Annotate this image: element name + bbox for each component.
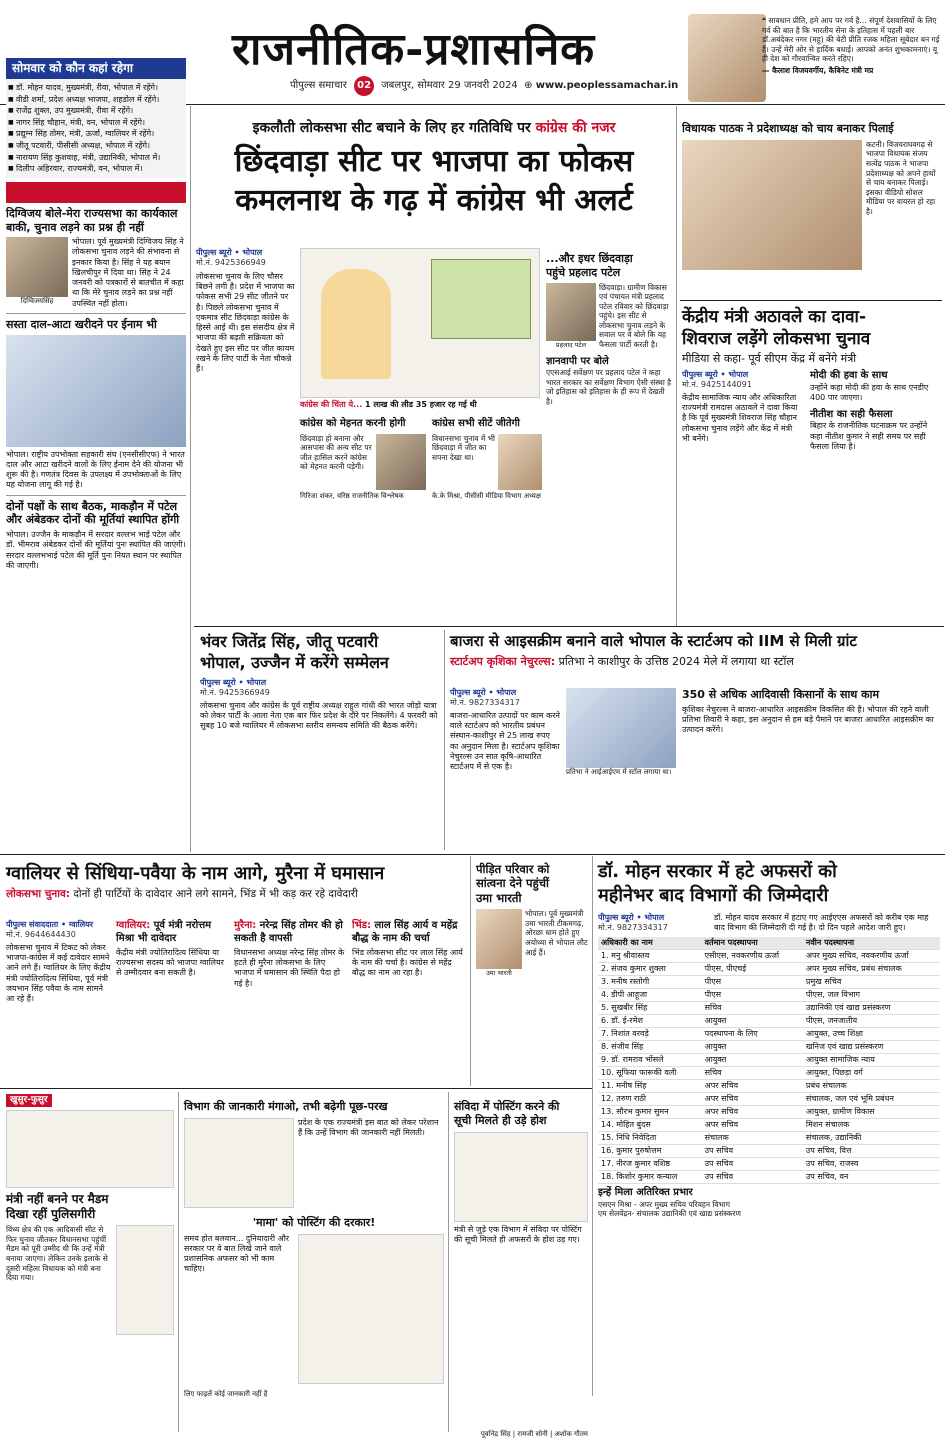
table-cell: संचालक (702, 1132, 803, 1145)
page-number: 02 (354, 76, 374, 96)
vibhag-cartoon (184, 1118, 294, 1208)
gwalior-c1-head: ग्वालियर: पूर्व मंत्री नरोत्तम मिश्रा भी दावेदार (116, 920, 212, 944)
mobile-number: मो.नं. 9644644430 (6, 930, 76, 939)
athawale-box1-body: उन्होंने कहा मोदी की हवा के साथ एनडीए 400 पार जाएगा। (810, 382, 929, 402)
extra-1: एसएन मिश्रा - अपर मुख्य सचिव परिवहन विभाग (598, 1199, 730, 1209)
mobile-number: मो.नं. 9827334317 (598, 922, 668, 932)
table-cell: 16. कुमार पुरुषोत्तम (598, 1145, 702, 1158)
table-cell: 3. मनीष रस्तोगी (598, 976, 702, 989)
map-caption: कांग्रेस की चिंता ये... 1 लाख की लीड 35 हजार रह गई थी (300, 400, 477, 409)
table-cell: 11. मनीष सिंह (598, 1080, 702, 1093)
table-cell: खनिज एवं खाद्य प्रसंस्करण (803, 1041, 940, 1054)
box2-body: विधानसभा चुनाव में भी छिंदवाड़ा में जीत का सपना देखा था। (432, 433, 496, 462)
table-cell: 6. डॉ. ई-रमेश (598, 1015, 702, 1028)
table-row (598, 1080, 940, 1093)
globe-icon: ⊕ (524, 80, 533, 91)
byline: पीपुल्स संवाददाता • ग्वालियर (6, 920, 94, 929)
table-cell: उप सचिव (702, 1158, 803, 1171)
side-headline-1: ...और इधर छिंदवाड़ा (546, 252, 633, 265)
table-row (598, 1158, 940, 1171)
table-row (598, 1041, 940, 1054)
table-row (598, 1015, 940, 1028)
kk-mishra-photo (498, 434, 542, 490)
startup-box-head: 350 से अधिक आदिवासी किसानों के साथ काम (682, 688, 880, 701)
quote-icon: ❝ (762, 16, 767, 25)
table-row (598, 1093, 940, 1106)
table-row (598, 1132, 940, 1145)
table-cell: पीएस, पीएचई (702, 963, 803, 976)
table-cell: आयुक्त, उच्च शिक्षा (803, 1028, 940, 1041)
table-row (598, 1054, 940, 1067)
uma-body: भोपाल। पूर्व मुख्यमंत्री उमा भारती टीकमगढ़, ओरछा धाम होते हुए अयोध्या से भोपाल लौट आई हैं। (525, 909, 588, 957)
box1-caption: गिरिजा शंकर, वरिष्ठ राजनीतिक विश्लेषक (300, 491, 404, 500)
chhindwara-headline-2: कमलनाथ के गढ़ में कांग्रेस भी अलर्ट (235, 182, 633, 218)
table-cell: अपर सचिव (702, 1093, 803, 1106)
table-cell: प्रबंध संचालक (803, 1080, 940, 1093)
statues-headline: दोनों पक्षों के साथ बैठक, माकड़ौन में पटेल और अंबेडकर दोनों की मूर्तियां स्थापित होंगी (6, 499, 180, 527)
photo-caption: प्रहलाद पटेल (555, 340, 587, 349)
table-cell: अपर सचिव (702, 1106, 803, 1119)
startup-box-body: कृशिका नेचुरल्स ने बाजरा-आधारित आइसक्रीम विकसित की है। भोपाल की रहने वाली प्रतिभा तिवारी ने कहा, इस अनुदान से हम बड़े पैमाने पर बाजरा आधारित आइसक्रीम का उत्पादन करेंगे। (682, 704, 934, 735)
table-cell: 13. सौरभ कुमार सुमन (598, 1106, 702, 1119)
column-header: वर्तमान पदस्थापना (702, 937, 803, 950)
athawale-headline-2: शिवराज लड़ेंगे लोकसभा चुनाव (682, 329, 871, 350)
samvida-headline-2: सूची मिलते ही उड़े होश (454, 1113, 547, 1127)
cartoon-caption: लिए फाइलें कोई जानकारी नहीं है (184, 1390, 268, 1398)
table-row (598, 1171, 940, 1184)
vibhag-headline: विभाग की जानकारी मंगाओ, तभी बढ़ेगी पूछ-परख (184, 1100, 388, 1113)
khabar-headline-1: मंत्री नहीं बनने पर मैडम (6, 1192, 109, 1207)
date: जबलपुर, सोमवार 29 जनवरी 2024 (381, 80, 518, 91)
chhindwara-kicker: इकलौती लोकसभा सीट बचाने के लिए हर गतिविधि पर कांग्रेस की नजर (252, 120, 616, 136)
pathak-headline: विधायक पाठक ने प्रदेशाध्यक्ष को चाय बनाकर पिलाई (682, 122, 894, 135)
chhindwara-headline-1: छिंदवाड़ा सीट पर भाजपा का फोकस (234, 143, 634, 179)
table-cell: 18. किशोर कुमार कन्याल (598, 1171, 702, 1184)
table-cell: उप सचिव (702, 1145, 803, 1158)
byline: पीपुल्स ब्यूरो • भोपाल (200, 677, 267, 687)
startup-body: बाजरा-आधारित उत्पादों पर काम करने वाले स्टार्टअप को भारतीय प्रबंधन संस्थान-काशीपुर से 25 लाख रुपए का अनुदान मिला है। स्टार्टअप कृशिका नेचुरल्स उन सात कृषि-आधारित स्टार्टअप में से एक है। (450, 711, 560, 772)
byline: पीपुल्स ब्यूरो • भोपाल (682, 370, 749, 379)
table-cell: अपर मुख्य सचिव, प्रबंध संचालक (803, 963, 940, 976)
table-cell: 15. निधि निवेदिता (598, 1132, 702, 1145)
khabar-cartoon-2 (116, 1225, 174, 1335)
table-row (598, 989, 940, 1002)
list-item: ■ नारायण सिंह कुशवाह, मंत्री, उद्यानिकी, भोपाल में। (8, 152, 184, 164)
paper-name: पीपुल्स समाचार (290, 80, 347, 91)
mobile-number: मो.नं. 9425144091 (682, 380, 752, 389)
pathak-photo (682, 140, 862, 270)
photo-caption: उमा भारती (486, 969, 512, 978)
mohan-headline-1: डॉ. मोहन सरकार में हटे अफसरों को (598, 861, 837, 882)
athawale-box1-head: मोदी की हवा के साथ (810, 370, 888, 381)
table-cell: 17. नीरज कुमार वशिष्ठ (598, 1158, 702, 1171)
schedule-header: सोमवार को कौन कहां रहेगा (6, 58, 186, 79)
table-cell: 2. संजय कुमार शुक्ला (598, 963, 702, 976)
vibhag-body: प्रदेश के एक राज्यमंत्री इस बात को लेकर परेशान हैं कि उन्हें विभाग की जानकारी नहीं मिलती। (298, 1117, 439, 1137)
athawale-body: केंद्रीय सामाजिक न्याय और अधिकारिता राज्यमंत्री रामदास अठावले ने दावा किया है कि पूर्व मुख्यमंत्री शिवराज सिंह चौहान लोकसभा चुनाव लड़ेंगे और केंद्र में मंत्री भी बनेंगे। (682, 393, 798, 443)
statues-body: भोपाल। उज्जैन के माकड़ौन में सरदार वल्लभ भाई पटेल और डॉ. भीमराव अंबेडकर दोनों की मूर्तियां पुनः स्थापित की जाएंगी। सरदार वल्लभभाई पटेल की मूर्ति पुनः नियत स्थान पर स्थापित की जाएगी। (6, 530, 186, 570)
table-cell: संचालक, जल एवं भूमि प्रबंधन (803, 1093, 940, 1106)
list-item: ■ नागर सिंह चौहान, मंत्री, वन, भोपाल में रहेंगे। (8, 117, 184, 129)
box2-head: कांग्रेस सभी सीटें जीतेगी (432, 418, 520, 429)
jitendra-body: लोकसभा चुनाव और कांग्रेस के पूर्व राष्ट्रीय अध्यक्ष राहुल गांधी की भारत जोड़ो यात्रा को लेकर पार्टी के आला नेता एक बार फिर प्रदेश के दौरे पर निकलेंगे। 4 फरवरी को सुबह 10 बजे ग्वालियर में लोकसभा स्तरीय समन्वय समिति की बैठक करेंगे। (200, 700, 438, 731)
map-icon (431, 259, 531, 339)
digvijay-photo (6, 237, 68, 297)
startup-photo (566, 688, 676, 768)
table-row (598, 1106, 940, 1119)
website[interactable]: www.peoplessamachar.in (535, 80, 679, 91)
table-cell: आयुक्त सामाजिक न्याय (803, 1054, 940, 1067)
photo-caption: प्रतिभा ने आईआईएम में स्टॉल लगाया था। (566, 768, 672, 776)
table-cell: 7. निशांत वरवड़े (598, 1028, 702, 1041)
list-item: ■ राजेंद्र शुक्ल, उप मुख्यमंत्री, रीवा में रहेंगे। (8, 105, 184, 117)
section-label: खुसुर-फुसुर (6, 1094, 52, 1107)
table-cell: पीएस, जनजातीय (803, 1015, 940, 1028)
table-row (598, 950, 940, 963)
samvida-headline-1: संविदा में पोस्टिंग करने की (454, 1100, 560, 1113)
table-cell: 10. सूफिया फारूकी वली (598, 1067, 702, 1080)
chhindwara-cartoon-map (300, 248, 540, 398)
table-cell: 4. डीपी आहूजा (598, 989, 702, 1002)
table-cell: 8. संजीव सिंह (598, 1041, 702, 1054)
dal-headline: सस्ता दाल-आटा खरीदने पर ईनाम भी (6, 317, 157, 331)
table-cell: 1. मनु श्रीवास्तव (598, 950, 702, 963)
table-cell: आयुक्त (702, 1041, 803, 1054)
table-cell: पीएस, जल विभाग (803, 989, 940, 1002)
box2-caption: के.के मिश्रा, पीसीसी मीडिया विभाग अध्यक्ष (432, 491, 541, 500)
table-row (598, 1067, 940, 1080)
table-row (598, 976, 940, 989)
byline: पीपुल्स ब्यूरो • भोपाल (450, 688, 517, 697)
jitendra-headline-2: भोपाल, उज्जैन में करेंगे सम्मेलन (200, 652, 389, 672)
gwalior-c3-head: भिंड: लाल सिंह आर्य व महेंद्र बौद्ध के नाम की चर्चा (352, 920, 458, 944)
schedule-list (6, 79, 186, 178)
table-cell: सचिव (702, 1002, 803, 1015)
khabar-cartoon (6, 1110, 174, 1188)
startup-sub: स्टार्टअप कृशिका नेचुरल्स: प्रतिभा ने काशीपुर के उत्तिष्ठ 2024 मेले में लगाया था स्टॉल (450, 654, 794, 668)
pathak-body: कटनी। विजयराघवगढ़ से भाजपा विधायक संजय सत्येंद्र पाठक ने भाजपा प्रदेशाध्यक्ष को अपने हाथों से चाय बनाकर पिलाई। इसका वीडियो सोशल मीडिया पर वायरल हो रहा है। (866, 139, 936, 216)
samvida-body: मंत्री से जुड़े एक विभाग में संविदा पर पोस्टिंग की सूची मिलते ही अफसरों के होश उड़ गए। (454, 1224, 582, 1244)
table-cell: 5. सुखबीर सिंह (598, 1002, 702, 1015)
table-cell: उप सचिव, राजस्व (803, 1158, 940, 1171)
extra-head: इन्हें मिला अतिरिक्त प्रभार (598, 1187, 693, 1199)
table-cell: आयुक्त (702, 1015, 803, 1028)
table-cell: उद्यानिकी एवं खाद्य प्रसंस्करण (803, 1002, 940, 1015)
masthead-title: राजनीतिक-प्रशासनिक (232, 24, 596, 75)
column-header: नवीन पदस्थापना (803, 937, 940, 950)
credits: पूर्वानेद्र सिंह | रामजी सोनी | अशोक गौतम (480, 1430, 588, 1438)
jitendra-headline-1: भंवर जितेंद्र सिंह, जीतू पटवारी (200, 632, 379, 651)
athawale-box2-head: नीतीश का सही फैसला (810, 408, 893, 420)
table-row (598, 1119, 940, 1132)
gwalior-c1-body: केंद्रीय मंत्री ज्योतिरादित्य सिंधिया या राज्यसभा सदस्य को भाजपा ग्वालियर से उम्मीदवार बना सकती है। (116, 948, 224, 978)
table-cell: 9. डॉ. रामराव भोंसले (598, 1054, 702, 1067)
table-cell: आयुक्त (702, 1054, 803, 1067)
table-cell: उप सचिव, वित्त (803, 1145, 940, 1158)
table-cell: आयुक्त, पिछड़ा वर्ग (803, 1067, 940, 1080)
vijayvargiya-photo (688, 14, 766, 102)
quote-author: — कैलाश विजयवर्गीय, कैबिनेट मंत्री मप्र (762, 65, 874, 75)
chhindwara-body: लोकसभा चुनाव के लिए चौसर बिछने लगी है। प्रदेश में भाजपा का फोकस सभी 29 सीट जीतने पर है। पिछले लोकसभा चुनाव में एकमात्र सीट छिंदवाड़ा कांग्रेस के हिस्से आई थी। इस संसदीय क्षेत्र में भाजपा की बढ़ती सक्रियता को देखते हुए इस सीट पर जीत कायम रखने के लिए पार्टी के नेता चौकन्ने हैं। (196, 272, 295, 374)
digvijay-body: भोपाल। पूर्व मुख्यमंत्री दिग्विजय सिंह ने लोकसभा चुनाव लड़ने की संभावना से इनकार किया है। सिंह ने यह बयान खिलचीपुर में दिया था। सिंह ने 24 जनवरी को पत्रकारों से बातचीत में कहा था कि मेरे चुनाव लड़ने का प्रश्न नहीं उपस्थित नहीं होता। (72, 237, 184, 308)
photo-caption: दिग्विजयसिंह (20, 297, 54, 306)
box1-head: कांग्रेस को मेहनत करनी होगी (300, 418, 406, 429)
dateline (290, 76, 678, 96)
mobile-number: मो.नं. 9425366949 (200, 687, 270, 697)
mama-headline: 'मामा' को पोस्टिंग की दरकार! (252, 1215, 376, 1229)
officer-table (598, 937, 940, 1184)
table-row (598, 1145, 940, 1158)
dal-body: भोपाल। राष्ट्रीय उपभोक्ता सहकारी संघ (एनसीसीएफ) ने भारत दाल और आटा खरीदने वालों के लिए ईनाम देने की योजना भी शुरू की है। गणतंत्र दिवस के उपलक्ष्य में उपभोक्ताओं के लिए यह योजना लागू की गई है। (6, 449, 185, 490)
list-item: ■ जीतू पटवारी, पीसीसी अध्यक्ष, भोपाल में रहेंगे। (8, 140, 184, 152)
table-cell: पीएस (702, 976, 803, 989)
list-item: ■ वीडी शर्मा, प्रदेश अध्यक्ष भाजपा, शहडोल में रहेंगे। (8, 94, 184, 106)
table-cell: अपर सचिव (702, 1119, 803, 1132)
athawale-box2-body: बिहार के राजनीतिक घटनाक्रम पर उन्होंने कहा नीतीश कुमार ने सही समय पर सही फैसला लिया है। (810, 421, 928, 451)
table-cell: उप सचिव, वन (803, 1171, 940, 1184)
list-item: ■ प्रद्युम्न सिंह तोमर, मंत्री, ऊर्जा, ग्वालियर में रहेंगे। (8, 128, 184, 140)
uma-photo (476, 909, 522, 969)
gwalior-c2-head: मुरैना: नरेन्द्र सिंह तोमर की हो सकती है वापसी (234, 920, 343, 944)
table-cell: सचिव (702, 1067, 803, 1080)
prahlad-photo (546, 283, 596, 341)
uma-headline-3: उमा भारती (476, 890, 522, 905)
mobile-number: मो.नं. 9827334317 (450, 698, 520, 707)
cartoon-figure (321, 269, 391, 379)
table-cell: उप सचिव (702, 1171, 803, 1184)
table-cell: 14. मोहित बुंदस (598, 1119, 702, 1132)
list-item: ■ डॉ. मोहन यादव, मुख्यमंत्री, रीवा, भोपाल में रहेंगे। (8, 82, 184, 94)
uma-headline-2: सांत्वना देने पहुंचीं (476, 876, 549, 891)
girija-photo (376, 434, 426, 490)
table-cell: मिशन संचालक (803, 1119, 940, 1132)
box1-body: छिंदवाड़ा हो बनाना और आसपास की अन्य सीट पर जीत हासिल करने कांग्रेस को मेहनत करनी पड़ेगी। (300, 433, 372, 472)
table-cell: पदस्थापना के लिए (702, 1028, 803, 1041)
gyanvapi-body: एएसआई सर्वेक्षण पर प्रहलाद पटेल ने कहा भारत सरकार का सर्वेक्षण विभाग ऐसी संस्था है जो इतिहास को इतिहास के ही रूप में देखती है। (546, 368, 672, 406)
mohan-body: डॉ. मोहन यादव सरकार में हटाए गए आईएएस अफसरों को करीब एक माह बाद विभाग की जिम्मेदारी दी गई है। दो दिन पहले आदेश जारी हुए। (714, 912, 929, 932)
gwalior-c3-body: भिंड लोकसभा सीट पर लाल सिंह आर्य के नाम की चर्चा है। कांग्रेस से महेंद्र बौद्ध का नाम आ रहा है। (352, 948, 463, 978)
quote-box: ❝ सावधान प्रीति, हमे आप पर गर्व है... संपूर्ण देशवासियों के लिए गर्व की बात है कि भारतीय सेना के इतिहास में पहली बार डॉ.अबंदेकर नगर (महू) की बेटी प्रीति रजक महिला सूबेदार बन गई हैं। उन्हें मेरी ओर से हार्दिक बधाई। आपको अनंत शुभकामनाएं। यू ही देश को गौरवान्वित करते रहिए। — कैलाश विजयवर्गीय, कैबिनेट मंत्री मप्र (762, 16, 940, 75)
mama-body: समय होत बलवान... दुनियादारी और सरकार पर वे बात लिखे जाने वाले प्रशासनिक अफसर को भी काम चाहिए। (184, 1233, 290, 1274)
table-cell: 12. तरुण राठी (598, 1093, 702, 1106)
athawale-headline-1: केंद्रीय मंत्री अठावले का दावा- (682, 307, 867, 327)
list-item: ■ दिलीप अहिरवार, राज्यमंत्री, वन, भोपाल में। (8, 163, 184, 175)
table-cell: आयुक्त, ग्रामीण विकास (803, 1106, 940, 1119)
athawale-sub: मीडिया से कहा- पूर्व सीएम केंद्र में बनेंगे मंत्री (682, 352, 857, 366)
side-headline-2: पहुंचे प्रहलाद पटेल (546, 265, 621, 279)
summary-header: सार - समाचार (6, 182, 186, 203)
gwalior-headline: ग्वालियर से सिंधिया-पवैया के नाम आगे, मुरैना में घमासान (6, 863, 385, 884)
gyanvapi-head: ज्ञानवापी पर बोले (546, 355, 609, 367)
digvijay-headline: दिग्विजय बोले-मेरा राज्यसभा का कार्यकाल बाकी, चुनाव लड़ने का प्रश्न ही नहीं (6, 206, 178, 234)
table-row (598, 963, 940, 976)
table-cell: एसीएस, नवकरणीय ऊर्जा (702, 950, 803, 963)
dal-photo (6, 335, 186, 447)
gwalior-c2-body: विधानसभा अध्यक्ष नरेन्द्र सिंह तोमर के हटते ही मुरैना लोकसभा के लिए भाजपा में घमासान की स्थिति पैदा हो गई है। (234, 948, 345, 988)
mama-cartoon (298, 1234, 444, 1384)
mobile-number: मो.नं. 9425366949 (196, 258, 266, 267)
byline: पीपुल्स ब्यूरो • भोपाल (196, 248, 263, 257)
table-row (598, 1028, 940, 1041)
table-row (598, 1002, 940, 1015)
byline: पीपुल्स ब्यूरो • भोपाल (598, 912, 665, 922)
column-header: अधिकारी का नाम (598, 937, 702, 950)
side-body: छिंदवाड़ा। ग्रामीण विकास एवं पंचायत मंत्री प्रहलाद पटेल रविवार को छिंदवाड़ा पहुंचे। इस सीट से लोकसभा चुनाव लड़ने के सवाल पर वे बोले कि यह फैसला पार्टी करती है। (599, 282, 669, 350)
extra-2: एम सेलवेंद्रन- संचालक उद्यानिकी एवं खाद्य प्रसंस्करण (598, 1208, 741, 1218)
samvida-cartoon (454, 1132, 588, 1222)
uma-headline-1: पीड़ित परिवार को (476, 862, 550, 876)
table-cell: अपर मुख्य सचिव, नवकरणीय ऊर्जा (803, 950, 940, 963)
mohan-headline-2: महीनेभर बाद विभागों की जिम्मेदारी (598, 885, 829, 907)
table-cell: संचालक, उद्यानिकी (803, 1132, 940, 1145)
table-cell: पीएस (702, 989, 803, 1002)
khabar-body: विंध्य क्षेत्र की एक आदिवासी सीट से फिर चुनाव जीतकर विधानसभा पहुंचीं मैडम को पूरी उम्मीद थी कि उन्हें मंत्री बनाया जाएगा। लेकिन उनके इलाके से दूसरी महिला विधायक को मंत्री बना दिया गया। (6, 1225, 108, 1283)
startup-headline: बाजरा से आइसक्रीम बनाने वाले भोपाल के स्टार्टअप को IIM से मिली ग्रांट (450, 632, 857, 650)
khabar-headline-2: दिखा रहीं पुलिसगीरी (6, 1207, 96, 1222)
table-cell: प्रमुख सचिव (803, 976, 940, 989)
gwalior-body: लोकसभा चुनाव में टिकट को लेकर भाजपा-कांग्रेस में कई दावेदार सामने आने लगे हैं। ग्वालियर के लिए केंद्रीय मंत्री ज्योतिरादित्य सिंधिया, पूर्व मंत्री जयभान सिंह पवैया के नाम सामने आ रहे हैं। (6, 943, 111, 1004)
gwalior-sub: लोकसभा चुनाव: दोनों ही पार्टियों के दावेदार आने लगे सामने, भिंड में भी कड़ कर रहे दावेदारी (6, 888, 358, 901)
table-cell: अपर सचिव (702, 1080, 803, 1093)
